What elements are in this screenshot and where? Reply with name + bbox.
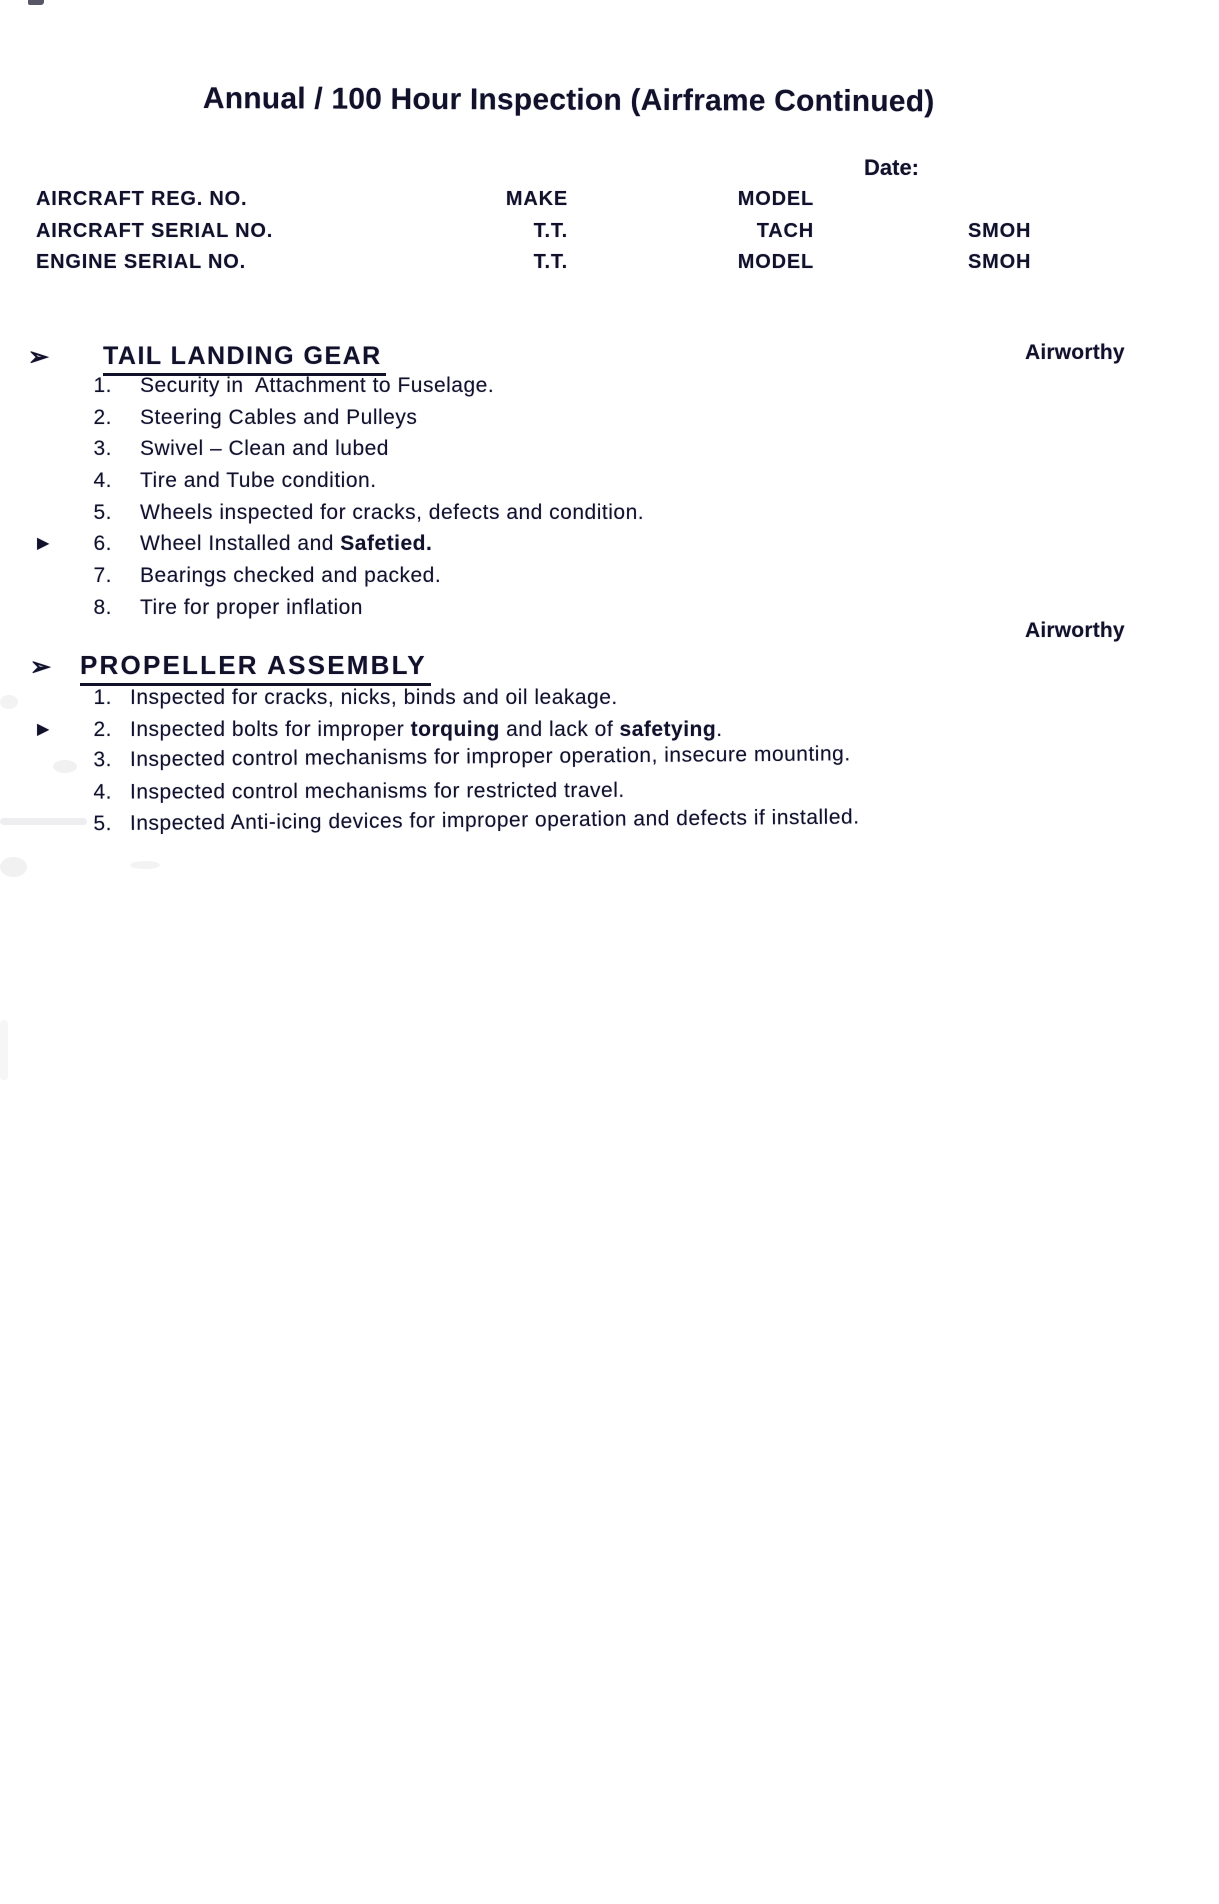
item-number: 3. xyxy=(93,437,112,461)
item-text: Security in Attachment to Fuselage. xyxy=(140,374,495,397)
tach-label: TACH xyxy=(756,220,814,242)
checklist-item xyxy=(0,437,1219,469)
scan-artifact xyxy=(130,861,160,869)
item-number: 5. xyxy=(93,811,113,835)
scan-artifact xyxy=(0,857,27,877)
item-flag-triangle-icon: ▶ xyxy=(37,720,50,738)
smoh-label: SMOH xyxy=(968,220,1032,242)
checklist-item xyxy=(0,406,1219,438)
model-label: MODEL xyxy=(737,251,814,273)
item-text: Wheels inspected for cracks, defects and condition. xyxy=(140,500,645,524)
item-text: Steering Cables and Pulleys xyxy=(140,405,418,429)
airworthy-label: Airworthy xyxy=(1025,341,1125,364)
section-title-propeller-assembly: PROPELLER ASSEMBLY xyxy=(80,650,431,686)
propeller-assembly-checklist xyxy=(0,686,1219,844)
scan-artifact xyxy=(0,1020,8,1080)
page-title: Annual / 100 Hour Inspection (Airframe Continued) xyxy=(202,82,935,119)
item-number: 2. xyxy=(93,405,112,429)
checklist-item xyxy=(0,374,1219,406)
airworthy-label: Airworthy xyxy=(1025,619,1125,642)
header-row-aircraft-serial xyxy=(0,220,1219,246)
item-text: Bearings checked and packed. xyxy=(140,564,442,588)
checklist-item xyxy=(0,469,1219,501)
aircraft-reg-no-label: AIRCRAFT REG. NO. xyxy=(36,188,248,210)
tt-label: T.T. xyxy=(533,251,568,273)
smoh-label: SMOH xyxy=(968,251,1032,273)
scan-artifact xyxy=(28,0,44,5)
item-text: Inspected for cracks, nicks, binds and oil leakage. xyxy=(130,686,618,709)
item-text: Inspected control mechanisms for restricted travel. xyxy=(129,778,625,804)
item-number: 1. xyxy=(93,686,112,709)
item-number: 2. xyxy=(93,717,112,741)
section-arrowhead-icon: ➢ xyxy=(28,343,49,371)
item-number: 7. xyxy=(93,564,112,588)
header-row-aircraft-reg xyxy=(0,188,1219,214)
item-text: Swivel – Clean and lubed xyxy=(140,437,389,461)
item-text: Tire and Tube condition. xyxy=(140,469,377,493)
make-label: MAKE xyxy=(505,188,568,210)
tail-landing-gear-checklist xyxy=(0,374,1219,628)
item-number: 6. xyxy=(93,532,112,556)
checklist-item xyxy=(0,501,1219,533)
engine-serial-no-label: ENGINE SERIAL NO. xyxy=(36,251,246,273)
item-text: Inspected bolts for improper torquing and lack of safetying. xyxy=(130,717,723,741)
section-arrowhead-icon: ➢ xyxy=(30,653,51,681)
item-text: Tire for proper inflation xyxy=(140,595,363,619)
item-flag-triangle-icon: ▶ xyxy=(37,535,50,553)
item-number: 4. xyxy=(93,469,112,493)
item-number: 4. xyxy=(93,780,113,804)
date-label: Date: xyxy=(864,155,920,180)
model-label: MODEL xyxy=(737,188,814,210)
item-text: Inspected control mechanisms for improper operation, insecure mounting. xyxy=(129,742,851,772)
aircraft-serial-no-label: AIRCRAFT SERIAL NO. xyxy=(36,220,274,242)
item-text: Wheel Installed and Safetied. xyxy=(140,532,433,556)
item-number: 5. xyxy=(93,500,112,524)
section-title-tail-landing-gear: TAIL LANDING GEAR xyxy=(103,342,386,376)
header-row-engine-serial xyxy=(0,251,1219,277)
item-number: 8. xyxy=(93,595,112,619)
checklist-item xyxy=(0,532,1219,564)
item-number: 3. xyxy=(93,748,113,772)
checklist-item xyxy=(0,686,1219,718)
checklist-item xyxy=(0,564,1219,596)
item-number: 1. xyxy=(93,374,112,397)
item-text: Inspected Anti-icing devices for improper operation and defects if installed. xyxy=(129,805,860,835)
tt-label: T.T. xyxy=(533,220,568,242)
